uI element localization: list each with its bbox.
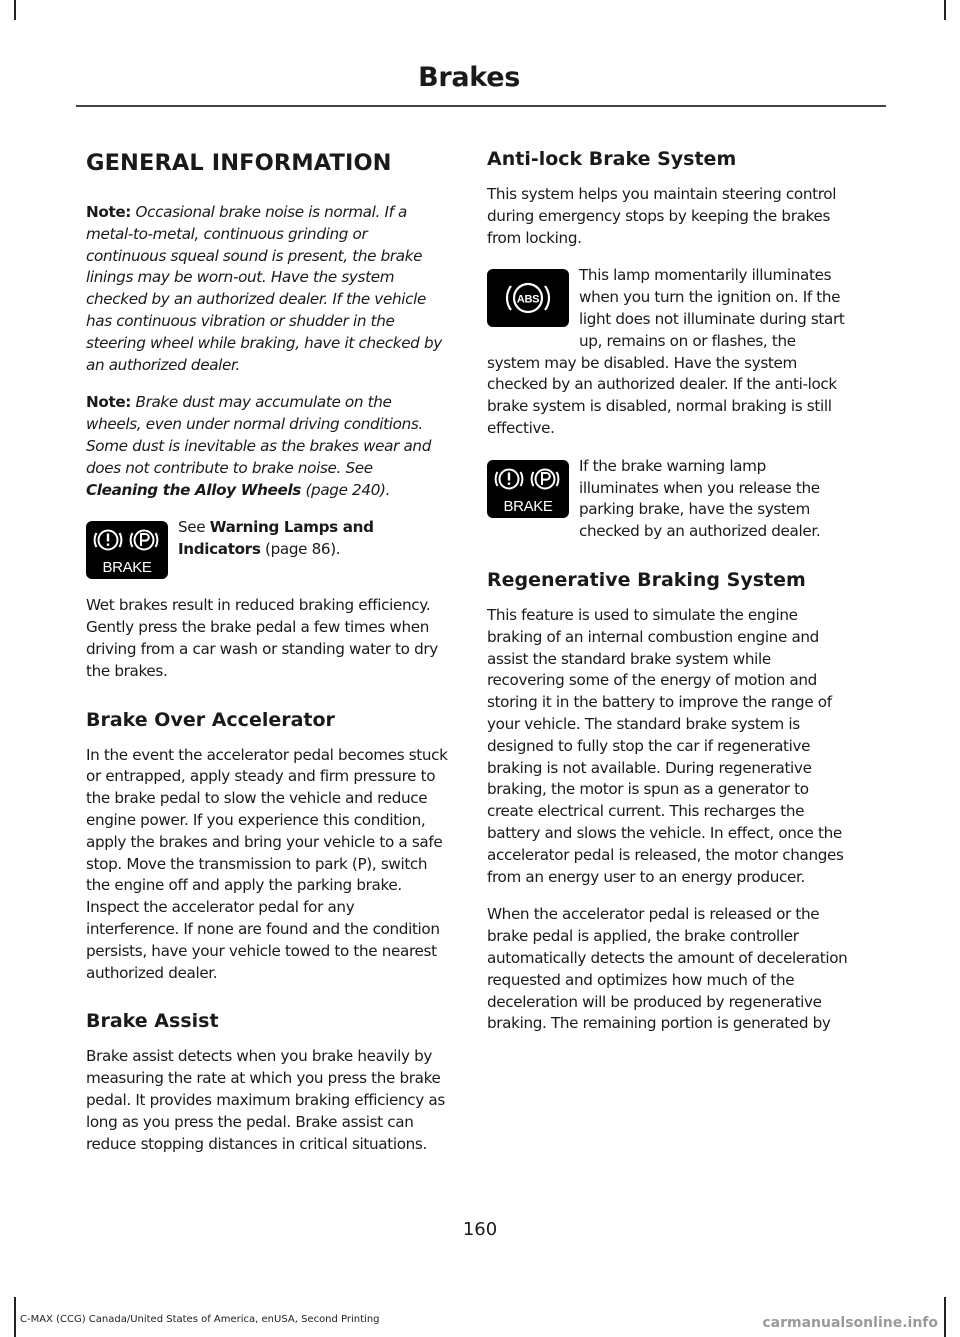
note-brake-noise	[86, 202, 448, 376]
abs-intro-paragraph: This system helps you maintain steering control during emergency stops by keeping the brakes from locking.	[487, 185, 837, 247]
brake-assist-heading: Brake Assist	[86, 1010, 219, 1033]
note-text: Occasional brake noise is normal. If a metal-to-metal, continuous grinding or continuous squeal sound is present, the brake linings may be worn-out. Have the system checked by an authorized dealer. If the vehicle has continuous vibration or shudder in the steering wheel while braking, have it checked by an authorized dealer.	[86, 203, 442, 374]
page-number: 160	[462, 1219, 498, 1240]
abs-icon-label: ABS	[516, 293, 540, 306]
regenerative-braking-heading: Regenerative Braking System	[487, 568, 806, 591]
crop-mark	[14, 0, 16, 20]
brake-lamp-paragraph	[487, 456, 849, 543]
crop-mark	[944, 1297, 946, 1337]
brake-warning-icon	[487, 460, 569, 518]
cross-reference-link[interactable]: Warning Lamps and Indicators	[178, 518, 374, 559]
brake-assist-paragraph: Brake assist detects when you brake heavily by measuring the rate at which you press the brake pedal. It provides maximum braking efficiency as long as you press the pedal. Brake assist can reduce stopping distances in critical situations.	[86, 1047, 445, 1153]
note-label: Note:	[86, 203, 132, 221]
note-label: Note:	[86, 393, 132, 412]
see-warning-lamps	[86, 517, 448, 579]
wet-brakes-paragraph: Wet brakes result in reduced braking efficiency. Gently press the brake pedal a few times when driving from a car wash or standing water to dry the brakes.	[86, 596, 438, 680]
page-reference: (page 240).	[301, 480, 391, 499]
abs-warning-icon	[487, 269, 569, 327]
regenerative-braking-paragraph-2: When the accelerator pedal is released or the brake pedal is applied, the brake controller automatically detects the amount of deceleration requested and optimizes how much of the deceleration will be produced by regenerative braking. The remaining portion is generated by	[487, 905, 848, 1033]
note-brake-dust	[86, 392, 448, 501]
see-prefix: See	[178, 518, 210, 537]
page-reference: (page 86).	[260, 540, 341, 559]
regenerative-braking-paragraph: This feature is used to simulate the engine braking of an internal combustion engine and assist the standard brake system while recovering some of the energy of motion and storing it in the battery to improve the range of your vehicle. The standard brake system is designed to fully stop the car if regenerative braking is not available. During regenerative braking, the motor is spun as a generator to create electrical current. This recharges the battery and slows the vehicle. In effect, once the accelerator pedal is released, the motor changes from an energy user to an energy producer.	[487, 605, 844, 886]
crop-mark	[14, 1297, 16, 1337]
brake-warning-icon	[86, 521, 168, 579]
crop-mark	[944, 0, 946, 20]
left-column	[86, 142, 448, 1171]
brake-icon-label: BRAKE	[503, 497, 553, 515]
brake-icon-label: BRAKE	[102, 559, 152, 577]
cross-reference-link[interactable]: Cleaning the Alloy Wheels	[86, 480, 301, 499]
section-heading: GENERAL INFORMATION	[86, 150, 392, 176]
brake-lamp-text: If the brake warning lamp illuminates when you release the parking brake, have the system checked by an authorized dealer.	[579, 456, 821, 541]
abs-lamp-paragraph	[487, 265, 849, 439]
brake-over-accelerator-paragraph: In the event the accelerator pedal becomes stuck or entrapped, apply steady and firm pressure to the brake pedal to slow the vehicle and reduce engine power. If you experience this condition, apply the brakes and bring your vehicle to a safe stop. Move the transmission to park (P), switch the engine off and apply the parking brake. Inspect the accelerator pedal for any interference. If none are found and the condition persists, have your vehicle towed to the nearest authorized dealer.	[86, 745, 448, 982]
watermark: carmanualsonline.info	[762, 1315, 938, 1331]
edition-footer: C-MAX (CCG) Canada/United States of America, enUSA, Second Printing	[20, 1314, 380, 1325]
note-text: Brake dust may accumulate on the wheels, even under normal driving conditions. Some dust is inevitable as the brakes wear and does not contribute to brake noise. See	[86, 393, 431, 477]
brake-over-accelerator-heading: Brake Over Accelerator	[86, 708, 335, 731]
abs-heading: Anti-lock Brake System	[487, 148, 737, 170]
page-title: Brakes	[418, 62, 520, 93]
right-column	[487, 142, 849, 1051]
header-divider	[76, 105, 886, 107]
abs-lamp-text: This lamp momentarily illuminates when you turn the ignition on. If the light does not illuminate during start up, remains on or flashes, the system may be disabled. Have the system checked by an authorized dealer. If the anti-lock brake system is disabled, normal braking is still effective.	[487, 266, 845, 437]
